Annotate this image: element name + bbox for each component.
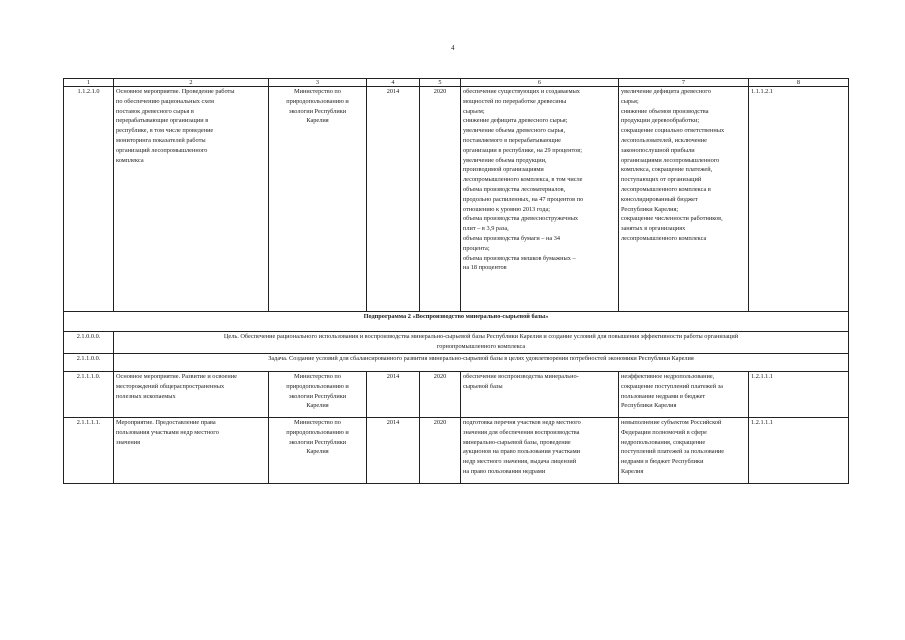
task-code: 2.1.1.0.0. (64, 354, 114, 372)
goal-row (64, 332, 849, 354)
header-col-6: 6 (461, 79, 619, 87)
header-col-8: 8 (749, 79, 849, 87)
goal-code: 2.1.0.0.0. (64, 332, 114, 354)
row-consequences: невыполнение субъектом Российской Федерации полномочий в сфере недропользования, сокращение поступлений платежей за пользование недрами в бюджет Республики Карелия (619, 418, 749, 484)
program-measures-table (63, 78, 849, 484)
header-col-1: 1 (64, 79, 114, 87)
table-row (64, 372, 849, 418)
row-executor: Министерство по природопользованию и экологии Республики Карелия (269, 372, 367, 418)
row-code: 1.1.2.1.0 (64, 87, 114, 312)
subprogram-row (64, 312, 849, 332)
header-col-7: 7 (619, 79, 749, 87)
row-code: 2.1.1.1.1. (64, 418, 114, 484)
header-col-2: 2 (114, 79, 269, 87)
row-executor: Министерство по природопользованию и экологии Республики Карелия (269, 87, 367, 312)
task-text: Задача. Создание условий для сбалансированного развития минерально-сырьевой базы в целях удовлетворения потребностей экономики Республики Карелия (114, 354, 849, 372)
header-row (64, 79, 849, 87)
row-executor: Министерство по природопользованию и экологии Республики Карелия (269, 418, 367, 484)
row-result: обеспечение существующих и создаваемых мощностей по переработке древесины сырьем; снижение дефицита древесного сырья; увеличение объема древесного сырья, поставляемого в перерабатывающие организации в республике, на 29 процентов; увеличение объема продукции, производимой организациями лесопромышленного комплекса, в том числе объема производства лесоматериалов, продольно распиленных, на 47 процентов по отношению к уровню 2013 года; объема производства древесностружечных плит – в 3,9 раза, объема производства бумаги – на 34 процента; объема производства мешков бумажных – на 18 процентов (461, 87, 619, 312)
header-col-3: 3 (269, 79, 367, 87)
task-row (64, 354, 849, 372)
row-end-year: 2020 (420, 372, 461, 418)
row-measure: Основное мероприятие. Развитие и освоение месторождений общераспространенных полезных ископаемых (114, 372, 269, 418)
header-col-4: 4 (367, 79, 420, 87)
page-number: 4 (451, 44, 455, 52)
row-code: 2.1.1.1.0. (64, 372, 114, 418)
row-consequences: увеличение дефицита древесного сырья; снижение объемов производства продукции деревообработки; сокращение социально ответственных лесопользователей, исключение законопослушной прибыли организациями лесопромышленного комплекса, сокращение платежей, поступающих от организаций лесопромышленного комплекса в консолидированный бюджет Республики Карелия; сокращение численности работников, занятых в организациях лесопромышленного комплекса (619, 87, 749, 312)
subprogram-title: Подпрограмма 2 «Воспроизводство минерально-сырьевой базы» (64, 312, 849, 332)
row-start-year: 2014 (367, 87, 420, 312)
row-indicator: 1.1.1.2.1 (749, 87, 849, 312)
row-end-year: 2020 (420, 418, 461, 484)
row-measure: Основное мероприятие. Проведение работы по обеспечению рациональных схем поставок древесного сырья в перерабатывающие организации в республике, в том числе проведение мониторинга показателей работы организаций лесопромышленного комплекса (114, 87, 269, 312)
row-result: обеспечение воспроизводства минерально- сырьевой базы (461, 372, 619, 418)
row-start-year: 2014 (367, 372, 420, 418)
row-indicator: 1.2.1.1.1 (749, 372, 849, 418)
row-measure: Мероприятие. Предоставление права пользования участками недр местного значения (114, 418, 269, 484)
header-col-5: 5 (420, 79, 461, 87)
table-row (64, 418, 849, 484)
goal-text: Цель. Обеспечение рационального использования и воспроизводства минерально-сырьевой базы Республики Карелия и создание условий для повышения эффективности работы организаций горнопромышленного комплекса (114, 332, 849, 354)
row-end-year: 2020 (420, 87, 461, 312)
row-consequences: неэффективное недропользование, сокращение поступлений платежей за пользование недрами в бюджет Республики Карелия (619, 372, 749, 418)
row-result: подготовка перечня участков недр местного значения для обеспечения воспроизводства минерально-сырьевой базы, проведение аукционов на право пользования участками недр местного значения, выдача лицензий на право пользования недрами (461, 418, 619, 484)
table-row (64, 87, 849, 312)
row-start-year: 2014 (367, 418, 420, 484)
row-indicator: 1.2.1.1.1 (749, 418, 849, 484)
